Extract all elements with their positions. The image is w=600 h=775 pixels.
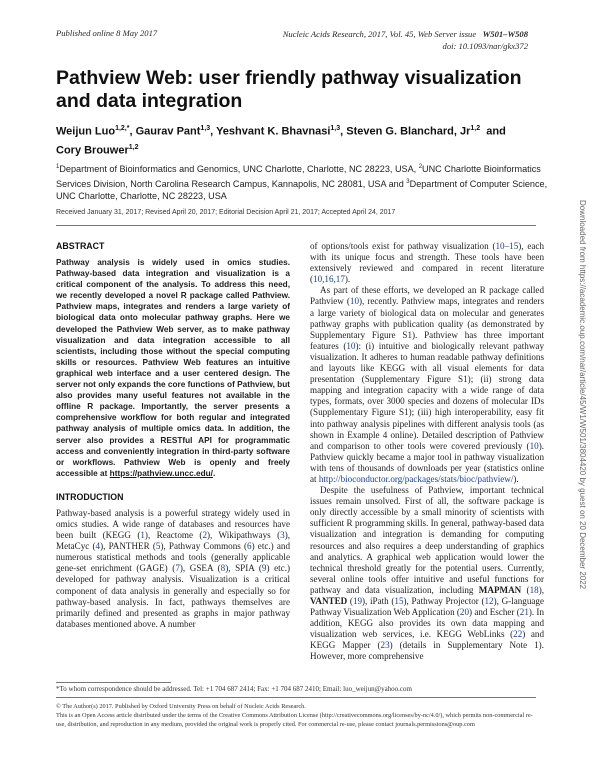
citation-link[interactable]: 10 xyxy=(529,440,539,451)
journal-header xyxy=(283,28,528,52)
page-range: W501–W508 xyxy=(482,29,528,39)
author-name: Yeshvant K. Bhavnasi xyxy=(216,125,331,138)
citation-link[interactable]: 4 xyxy=(95,541,101,552)
server-link[interactable]: https://pathview.uncc.edu/ xyxy=(109,468,213,478)
citation-link[interactable]: 1 xyxy=(140,530,145,541)
citation-link[interactable]: 10 xyxy=(349,296,359,307)
left-column xyxy=(56,241,290,630)
author-name: Gaurav Pant xyxy=(135,125,201,138)
bioconductor-link[interactable]: http://bioconductor.org/packages/stats/bioc/pathview/ xyxy=(318,473,514,484)
citation-link[interactable]: 2 xyxy=(202,530,207,541)
citation-link[interactable]: 6 xyxy=(247,541,252,552)
introduction-heading: INTRODUCTION xyxy=(56,491,124,502)
abstract-heading: ABSTRACT xyxy=(56,241,105,251)
doi[interactable]: doi: 10.1093/nar/gkx372 xyxy=(442,41,528,51)
citation-link[interactable]: 22 xyxy=(513,629,523,640)
published-date: Published online 8 May 2017 xyxy=(56,28,158,38)
citation-link[interactable]: 23 xyxy=(380,640,390,651)
citation-link[interactable]: 19 xyxy=(352,596,363,606)
body-paragraph: of options/tools exist for pathway visualization (10–15), each with its unique focus and strength. These tools have been extensively reviewed and compared in recent literature (10,16,17). xyxy=(310,241,544,285)
citation-link[interactable]: 15 xyxy=(394,596,404,606)
abstract-text: Pathway analysis is widely used in omics studies. Pathway-based data integration and visualization is a critical component of the analysis. To address this need, we recently developed a novel R package called Pathview. Pathview maps, integrates and renders a large variety of biological data onto molecular pathway graphs. Here we developed the Pathview Web server, as to make pathway visualization and data integration accessible to all scientists, including those without the special computing skills or resources. Pathview Web features an intuitive graphical web interface and a user centered design. The server not only expands the core functions of Pathview, but also provides many useful features not available in the offline R package. Importantly, the server presents a comprehensive workflow for both regular and integrated pathway analysis of multiple omics data. In addition, the server also provides a RESTful API for programmatic access and conveniently integration in third-party software or workflows. Pathview Web is openly and freely accessible at https://pathview.uncc.edu/. xyxy=(56,258,290,478)
citation-link[interactable]: 12 xyxy=(484,596,494,606)
article-title: Pathview Web: user friendly pathway visualization and data integration xyxy=(56,67,522,112)
correspondence-footnote: *To whom correspondence should be addressed. Tel: +1 704 687 2414; Fax: +1 704 687 2410; Email: luo_weijun@yahoo.com xyxy=(56,685,412,693)
citation-link[interactable]: 21 xyxy=(519,607,529,618)
author-name: Cory Brouwer xyxy=(56,144,129,157)
author-list: Weijun Luo$^{1,2,*}$, Gaurav Pant$^{1,3}$, Yeshvant K. Bhavnasi$^{1,3}$, Steven G. Blanchard, Jr$^{1,2}$ and Cory Brouwer$^{1,2}$ xyxy=(56,125,506,157)
citation-link[interactable]: 20 xyxy=(459,607,470,618)
citation-link[interactable]: 10,16,17 xyxy=(313,274,345,285)
divider xyxy=(56,225,536,226)
right-column xyxy=(310,241,544,663)
citation-link[interactable]: 7 xyxy=(175,563,180,574)
citation-link[interactable]: 8 xyxy=(220,563,226,574)
citation-link[interactable]: 10 xyxy=(346,340,356,351)
citation-link[interactable]: 10–15 xyxy=(495,241,519,251)
body-paragraph: As part of these efforts, we developed an R package called Pathview (10), recently. Pathview maps, integrates and renders a large variety of biological data on molecular and generates pathway graphs with publication quality (as demonstrated by Supplementary Figure S1). Pathview has three important features (10): (i) intuitive and biologically relevant pathway visualization. It adheres to human readable pathway definitions and layouts like KEGG with all visual elements for data presentation (Supplementary Figure S1); (ii) strong data mapping and integration capacity with a wide range of data types, formats, over 3000 species and dozens of molecular IDs (Supplementary Figure S1); (iii) high interoperability, easy fit into pathway analysis pipelines with different analysis tools (as shown in Example 4 online). Detailed description of Pathview and comparison to other tools were covered previously (10). Pathview quickly became a major tool in pathway visualization with tens of thousands of downloads per year (statistics online at http://bioconductor.org/packages/stats/bioc/pathview/). xyxy=(310,285,544,484)
body-paragraph: Despite the usefulness of Pathview, important technical issues remain unsolved. First of all, the software package is only directly accessible by a small minority of scientists with sufficient R programming skills. In general, pathway-based data visualization and integration is demanding for computing resources and also requires a deep understanding of graphics and analytics. A graphical web application would lower the technical threshold greatly for the potential users. Currently, several online tools offer intuitive and useful functions for pathway and data visualization, including MAPMAN (18), VANTED (19), iPath (15), Pathway Projector (12), G-language Pathway Visualization Web Application (20) and Escher (21). In addition, KEGG also provides its own data mapping and visualization web services, i.e. KEGG WebLinks (22) and KEGG Mapper (23) (details in Supplementary Note 1). However, more comprehensive xyxy=(310,485,545,662)
affiliations: $^1$Department of Bioinformatics and Genomics, UNC Charlotte, Charlotte, NC 28223, USA, $^2$UNC Charlotte Bioinformatics Services Division, North Carolina Research Campus, Kannapolis, NC 28081, USA and $^3$Department of Computer Science, UNC Charlotte, Charlotte, NC 28223, USA xyxy=(56,164,548,202)
citation-link[interactable]: 5 xyxy=(155,541,161,552)
author-name: Weijun Luo xyxy=(56,125,116,138)
author-name: Steven G. Blanchard, Jr xyxy=(346,125,471,138)
divider xyxy=(56,697,536,698)
introduction-paragraph: Pathway-based analysis is a powerful strategy widely used in omics studies. A wide range of databases and resources have been built (KEGG (1), Reactome (2), Wikipathways (3), MetaCyc (4), PANTHER (5), Pathway Commons (6) etc.) and numerous statistical methods and tools (generally applicable gene-set enrichment (GAGE) (7), GSEA (8), SPIA (9) etc.) developed for pathway analysis. Visualization is a critical component of data analysis in generally and especially so for pathway-based analysis. In fact, pathways themselves are primarily defined and presented as graphs in major pathway databases mentioned above. A number xyxy=(56,507,290,629)
submission-dates: Received January 31, 2017; Revised April 20, 2017; Editorial Decision April 21, 2017; Accepted April 24, 2017 xyxy=(56,209,396,216)
journal-citation: Nucleic Acids Research, 2017, Vol. 45, Web Server issue W501–W508 xyxy=(282,29,528,39)
citation-link[interactable]: 3 xyxy=(280,530,285,541)
citation-link[interactable]: 9 xyxy=(261,563,267,574)
copyright-notice: © The Author(s) 2017. Published by Oxford University Press on behalf of Nucleic Acids Research. This is an Open Access article distributed under the terms of the Creative Commons Attribution License (http://creativecommons.org/licenses/by-nc/4.0/), which permits non-commercial re-use, distribution, and reproduction in any medium, provided the original work is properly cited. For commercial re-use, please contact journals.permissions@oup.com xyxy=(56,703,533,728)
citation-link[interactable]: 18 xyxy=(529,584,539,595)
footnote-divider xyxy=(56,682,171,683)
download-watermark: Downloaded from https://academic.oup.com/nar/article/45/W1/W501/3804420 by guest on 20 December 2022 xyxy=(578,200,587,590)
